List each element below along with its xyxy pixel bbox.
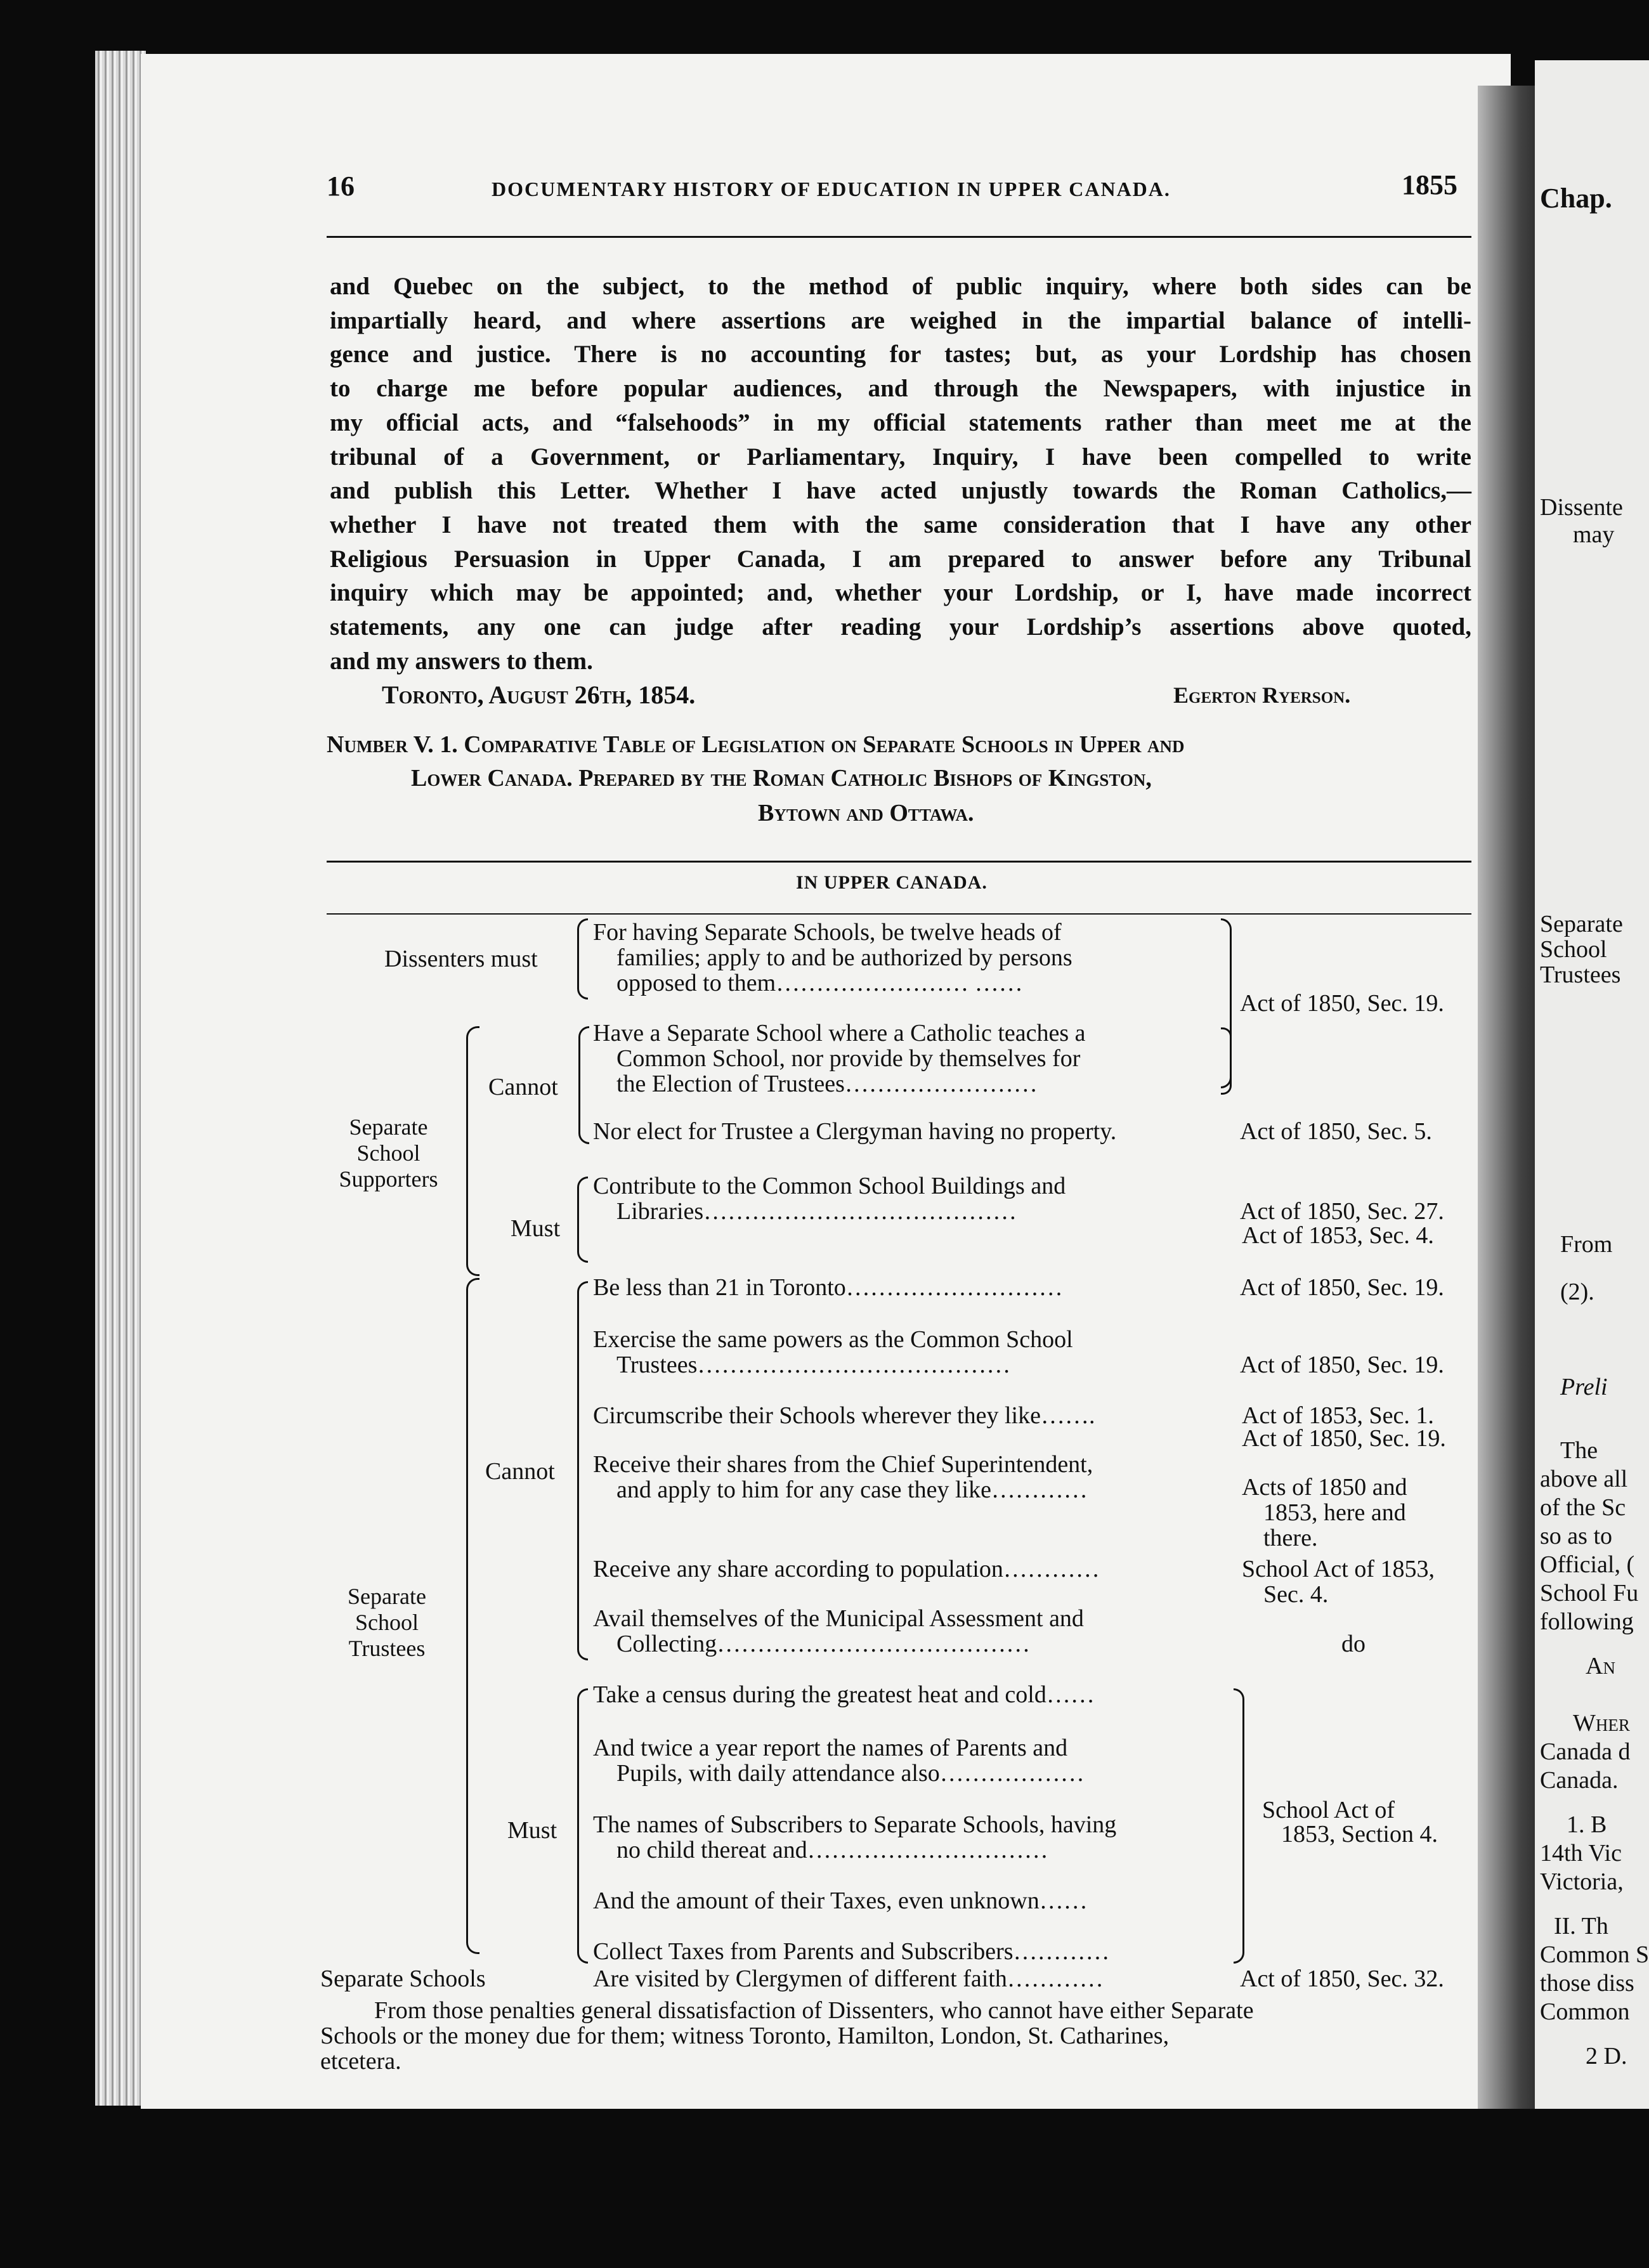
body-line: tribunal of a Government, or Parliamentary, Inquiry, I have been compelled to write — [330, 443, 1471, 471]
facing-text: 2 D. — [1586, 2043, 1627, 2069]
must-label: Must — [511, 1215, 561, 1242]
facing-text: Common — [1540, 1998, 1630, 2025]
facing-text: School Fu — [1540, 1580, 1639, 1606]
act-ref: Act of 1853, Sec. 4. — [1242, 1222, 1434, 1249]
label-line: Separate — [348, 1584, 426, 1609]
table-top-rule — [327, 861, 1471, 863]
trustee-cannot-item: Receive any share according to population………… — [593, 1556, 1100, 1582]
act-ref: do — [1341, 1631, 1365, 1657]
page-number: 16 — [327, 171, 355, 202]
trustee-must-item: Take a census during the greatest heat and cold…… — [593, 1681, 1095, 1708]
trustees-label — [314, 1584, 460, 1662]
closing-line: Schools or the money due for them; witness Toronto, Hamilton, London, St. Catharines, — [320, 2023, 1170, 2049]
trustee-must-item: Pupils, with daily attendance also……………… — [616, 1760, 1085, 1787]
trustee-must-item: And twice a year report the names of Parents and — [593, 1735, 1068, 1761]
facing-text: Trustees — [1540, 961, 1621, 988]
running-title: DOCUMENTARY HISTORY OF EDUCATION IN UPPER CANADA. — [492, 178, 1171, 200]
trustee-cannot-item: Receive their shares from the Chief Superintendent, — [593, 1451, 1093, 1478]
act-ref: Act of 1850, Sec. 27. — [1240, 1198, 1444, 1225]
brace — [577, 1688, 588, 1964]
brace — [578, 1026, 589, 1144]
act-ref: Act of 1850, Sec. 19. — [1240, 990, 1444, 1017]
act-ref: 1853, here and — [1263, 1499, 1406, 1526]
act-ref: Act of 1850, Sec. 5. — [1240, 1118, 1432, 1145]
act-ref: Acts of 1850 and — [1242, 1474, 1407, 1501]
body-paragraph — [330, 270, 1471, 678]
schools-label: Separate Schools — [320, 1965, 486, 1992]
brace — [1221, 1027, 1232, 1095]
body-line: Religious Persuasion in Upper Canada, I am prepared to answer before any Tribunal — [330, 545, 1471, 573]
act-ref: Act of 1853, Sec. 1. — [1242, 1402, 1434, 1429]
act-ref: Act of 1850, Sec. 19. — [1240, 1274, 1444, 1301]
act-ref: School Act of — [1262, 1797, 1395, 1823]
facing-text: Wher — [1573, 1710, 1630, 1737]
act-ref: Sec. 4. — [1263, 1581, 1329, 1608]
trustee-must-item: no child thereat and………………………… — [616, 1837, 1048, 1863]
signature: Egerton Ryerson. — [1173, 682, 1351, 708]
trustee-cannot-item: Be less than 21 in Toronto……………………… — [593, 1274, 1063, 1301]
trustee-cannot-item: Circumscribe their Schools wherever they like……. — [593, 1402, 1095, 1429]
act-ref: 1853, Section 4. — [1281, 1821, 1438, 1848]
facing-text: following — [1540, 1608, 1634, 1635]
trustees-cannot-label: Cannot — [485, 1458, 555, 1485]
act-ref: there. — [1263, 1525, 1318, 1551]
facing-text: Common S — [1540, 1941, 1649, 1968]
trustee-must-item: Collect Taxes from Parents and Subscribers………… — [593, 1938, 1110, 1965]
facing-text: Preli — [1560, 1374, 1608, 1400]
body-line: and my answers to them. — [330, 647, 593, 675]
trustee-cannot-item: and apply to him for any case they like………… — [616, 1476, 1088, 1503]
dissenters-text: For having Separate Schools, be twelve heads of — [593, 919, 1062, 946]
body-line: and publish this Letter. Whether I have acted unjustly towards the Roman Catholics,— — [330, 477, 1471, 505]
body-line: whether I have not treated them with the same consideration that I have any other — [330, 511, 1471, 538]
trustee-cannot-item: Collecting………………………………… — [616, 1631, 1031, 1657]
act-ref: Act of 1850, Sec. 19. — [1240, 1352, 1444, 1378]
label-line: Supporters — [339, 1166, 438, 1192]
facing-text: may — [1573, 521, 1615, 548]
facing-text: 1. B — [1567, 1811, 1607, 1838]
cannot-label: Cannot — [488, 1074, 558, 1100]
body-line: statements, any one can judge after reading your Lordship’s assertions above quoted, — [330, 613, 1471, 641]
brace — [1234, 1688, 1244, 1964]
cannot-text: the Election of Trustees…………………… — [616, 1071, 1038, 1097]
trustee-cannot-item: Exercise the same powers as the Common School — [593, 1326, 1073, 1353]
facing-text: The — [1560, 1437, 1598, 1464]
table-heading: IN UPPER CANADA. — [796, 872, 987, 893]
page-edges — [95, 51, 146, 2106]
facing-text: those diss — [1540, 1970, 1634, 1997]
body-line: and Quebec on the subject, to the method of public inquiry, where both sides can be — [330, 273, 1471, 300]
trustee-must-item: And the amount of their Taxes, even unknown…… — [593, 1887, 1088, 1914]
facing-text: II. Th — [1554, 1913, 1608, 1939]
brace — [577, 918, 588, 1000]
label-line: School — [355, 1610, 419, 1635]
closing-line: etcetera. — [320, 2048, 401, 2075]
facing-text: so as to — [1540, 1523, 1612, 1549]
facing-text: above all — [1540, 1466, 1628, 1492]
section-heading-line3: Bytown and Ottawa. — [758, 800, 974, 826]
brace — [466, 1278, 479, 1954]
dateline: Toronto, August 26th, 1854. — [382, 681, 696, 709]
cannot-text: Have a Separate School where a Catholic teaches a — [593, 1020, 1086, 1046]
brace — [466, 1026, 479, 1276]
facing-text: Victoria, — [1540, 1868, 1624, 1895]
schools-text: Are visited by Clergymen of different faith………… — [593, 1965, 1104, 1992]
body-line: to charge me before popular audiences, and through the Newspapers, with injustice in — [330, 375, 1471, 403]
facing-text: Chap. — [1540, 183, 1612, 214]
must-text: Libraries………………………………… — [616, 1198, 1017, 1225]
trustee-cannot-item: Avail themselves of the Municipal Assessment and — [593, 1605, 1084, 1632]
body-line: my official acts, and “falsehoods” in my official statements rather than meet me at the — [330, 408, 1471, 436]
body-line: inquiry which may be appointed; and, whether your Lordship, or I, have made incorrect — [330, 579, 1471, 607]
cannot-text: Common School, nor provide by themselves for — [616, 1045, 1081, 1072]
closing-line: From those penalties general dissatisfaction of Dissenters, who cannot have either Separate — [374, 1997, 1254, 2024]
facing-text: 14th Vic — [1540, 1840, 1622, 1867]
facing-text: From — [1560, 1231, 1613, 1258]
dissenters-label: Dissenters must — [384, 946, 538, 972]
facing-text: An — [1586, 1653, 1615, 1679]
facing-page — [1535, 60, 1649, 2109]
body-line: impartially heard, and where assertions are weighed in the impartial balance of intelli- — [330, 306, 1471, 334]
label-line: Separate — [349, 1114, 428, 1140]
brace — [577, 1281, 588, 1660]
cannot-text: Nor elect for Trustee a Clergyman having no property. — [593, 1118, 1117, 1145]
facing-text: of the Sc — [1540, 1494, 1626, 1521]
act-ref: Act of 1850, Sec. 32. — [1240, 1965, 1444, 1992]
section-heading-line1: Number V. 1. Comparative Table of Legislation on Separate Schools in Upper and — [327, 731, 1185, 758]
table-heading-rule — [327, 913, 1471, 915]
header-rule — [327, 236, 1471, 238]
trustee-cannot-item: Trustees………………………………… — [616, 1352, 1011, 1378]
trustees-must-label: Must — [507, 1817, 557, 1844]
facing-text: Canada d — [1540, 1738, 1631, 1765]
act-ref: School Act of 1853, — [1242, 1556, 1435, 1582]
brace — [577, 1176, 588, 1263]
dissenters-text: families; apply to and be authorized by persons — [616, 944, 1072, 971]
supporters-label — [314, 1114, 463, 1192]
facing-text: Dissente — [1540, 494, 1623, 521]
trustee-must-item: The names of Subscribers to Separate Schools, having — [593, 1811, 1117, 1838]
must-text: Contribute to the Common School Buildings and — [593, 1173, 1066, 1199]
body-line: gence and justice. There is no accounting for tastes; but, as your Lordship has chosen — [330, 341, 1471, 368]
facing-text: Separate — [1540, 911, 1623, 937]
facing-text: Official, ( — [1540, 1551, 1635, 1578]
dissenters-text: opposed to them…………………… …… — [616, 970, 1023, 996]
act-ref: Act of 1850, Sec. 19. — [1242, 1425, 1446, 1452]
label-line: School — [356, 1140, 420, 1166]
section-heading-line2: Lower Canada. Prepared by the Roman Catholic Bishops of Kingston, — [411, 765, 1152, 792]
header-year: 1855 — [1402, 169, 1457, 200]
label-line: Trustees — [348, 1636, 426, 1661]
facing-text: (2). — [1560, 1279, 1594, 1305]
facing-text: Canada. — [1540, 1767, 1619, 1794]
facing-text: School — [1540, 936, 1607, 963]
